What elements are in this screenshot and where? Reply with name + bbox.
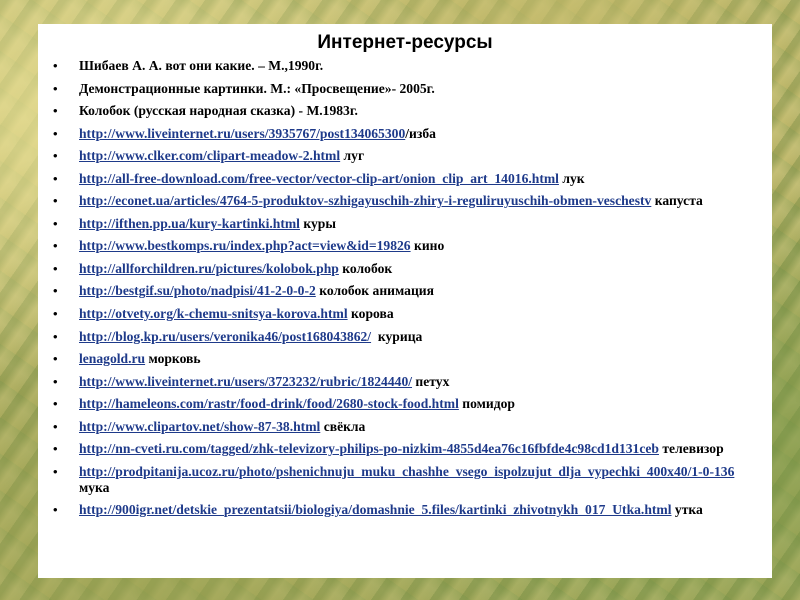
resource-text: куры [299, 215, 336, 231]
list-item [38, 81, 772, 97]
resource-link[interactable]: http://prodpitanija.ucoz.ru/photo/pshenichnuju_muku_chashhe_vsego_ispolzujut_dlja_vypechki_400x40/1-0-136 [79, 463, 735, 479]
resource-link[interactable]: http://nn-cveti.ru.com/tagged/zhk-televizory-philips-po-nizkim-4855d4ea76c16fbfde4c98cd1d131ceb [79, 441, 659, 457]
bullet-icon: • [53, 396, 58, 412]
resource-link[interactable]: http://www.clker.com/clipart-meadow-2.html [79, 148, 341, 164]
resource-link[interactable]: http://all-free-download.com/free-vector/vector-clip-art/onion_clip_art_14016.html [79, 170, 559, 186]
list-item [38, 148, 772, 164]
bullet-icon: • [53, 215, 58, 231]
resource-link[interactable]: http://bestgif.su/photo/nadpisi/41-2-0-0-2 [79, 283, 316, 299]
resource-link[interactable]: http://otvety.org/k-chemu-snitsya-korova.html [79, 306, 348, 322]
list-item [38, 58, 772, 74]
list-item [38, 283, 772, 299]
resource-text: помидор [458, 396, 515, 412]
bullet-icon: • [53, 80, 58, 96]
resource-link[interactable]: http://www.liveinternet.ru/users/3723232/rubric/1824440/ [79, 373, 413, 389]
resource-text: капуста [651, 193, 703, 209]
resource-text: утка [671, 502, 703, 518]
bullet-icon: • [53, 148, 58, 164]
list-item [38, 171, 772, 187]
bullet-icon: • [53, 283, 58, 299]
resource-link[interactable]: http://www.clipartov.net/show-87-38.html [79, 418, 321, 434]
resource-text: свёкла [320, 418, 366, 434]
list-item [38, 396, 772, 412]
slide-panel [38, 24, 772, 578]
resource-text: Демонстрационные картинки. М.: «Просвещение»- 2005г. [79, 80, 435, 96]
bullet-icon: • [53, 170, 58, 186]
resource-text: морковь [145, 351, 201, 367]
list-item [38, 329, 772, 345]
resource-text: Колобок (русская народная сказка) - М.1983г. [79, 103, 358, 119]
list-item [38, 464, 772, 496]
bullet-icon: • [53, 328, 58, 344]
resource-link[interactable]: lenagold.ru [79, 351, 146, 367]
list-item [38, 126, 772, 142]
list-item [38, 306, 772, 322]
resource-link[interactable]: http://900igr.net/detskie_prezentatsii/biologiya/domashnie_5.files/kartinki_zhivotnykh_017_Utka.html [79, 502, 672, 518]
list-item [38, 351, 772, 367]
list-item [38, 502, 772, 518]
resource-text: луг [340, 148, 365, 164]
resource-link[interactable]: http://allforchildren.ru/pictures/kolobok.php [79, 260, 339, 276]
list-item [38, 441, 772, 457]
resource-text: курица [371, 328, 423, 344]
bullet-icon: • [53, 463, 58, 479]
resource-link[interactable]: http://www.bestkomps.ru/index.php?act=view&id=19826 [79, 238, 411, 254]
bullet-icon: • [53, 306, 58, 322]
list-item [38, 238, 772, 254]
resource-list [38, 58, 772, 525]
resource-text: /изба [405, 125, 436, 141]
resource-text: петух [412, 373, 450, 389]
list-item [38, 193, 772, 209]
resource-link[interactable]: http://ifthen.pp.ua/kury-kartinki.html [79, 215, 300, 231]
bullet-icon: • [53, 58, 58, 73]
bullet-icon: • [53, 441, 58, 457]
list-item [38, 261, 772, 277]
resource-text: колобок анимация [315, 283, 434, 299]
bullet-icon: • [53, 351, 58, 367]
list-item [38, 374, 772, 390]
resource-text: корова [347, 306, 394, 322]
resource-link[interactable]: http://www.liveinternet.ru/users/3935767/post134065300 [79, 125, 406, 141]
bullet-icon: • [53, 238, 58, 254]
resource-text: лук [558, 170, 585, 186]
resource-link[interactable]: http://econet.ua/articles/4764-5-produktov-szhigayuschih-zhiry-i-reguliruyuschih-obmen-veschestv [79, 193, 652, 209]
list-item [38, 216, 772, 232]
resource-text: Шибаев А. А. вот они какие. – М.,1990г. [79, 58, 324, 73]
resource-text: кино [410, 238, 445, 254]
bullet-icon: • [53, 103, 58, 119]
resource-text: телевизор [658, 441, 724, 457]
bullet-icon: • [53, 418, 58, 434]
resource-text: колобок [338, 260, 393, 276]
bullet-icon: • [53, 373, 58, 389]
bullet-icon: • [53, 193, 58, 209]
resource-link[interactable]: http://hameleons.com/rastr/food-drink/food/2680-stock-food.html [79, 396, 459, 412]
list-item [38, 419, 772, 435]
list-item [38, 103, 772, 119]
bullet-icon: • [53, 125, 58, 141]
slide-title: Интернет-ресурсы [317, 32, 493, 53]
bullet-icon: • [53, 260, 58, 276]
resource-text: мука [79, 463, 738, 495]
bullet-icon: • [53, 502, 58, 518]
resource-link[interactable]: http://blog.kp.ru/users/veronika46/post168043862/ [79, 328, 372, 344]
